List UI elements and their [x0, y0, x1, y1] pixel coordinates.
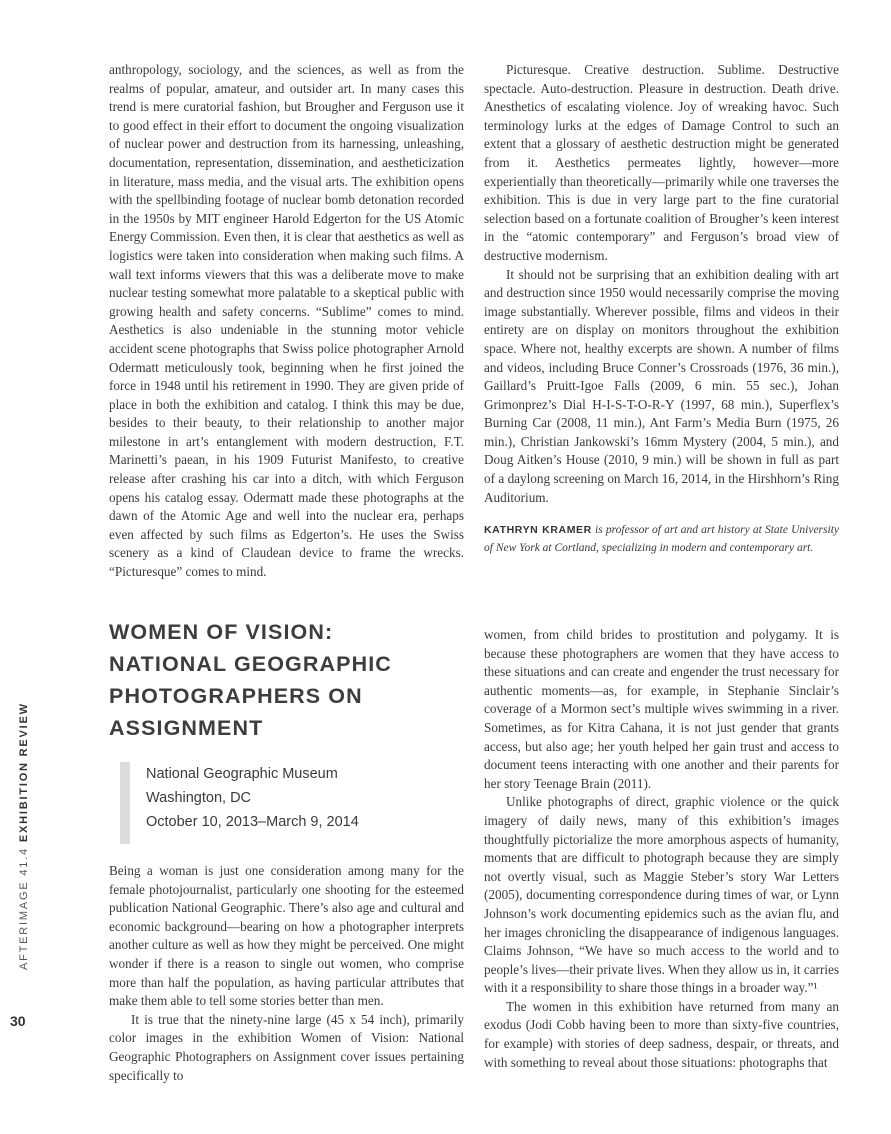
- paragraph: Unlike photographs of direct, graphic violence or the quick imagery of daily news, many of this exhibition’s images thoughtfully pictorialize the more amorphous aspects of humanity, moments that are difficult to photograph because they are simply not overtly visual, such as Maggie Steber’s story War Letters (2005), documenting correspondence during times of war, or Lynn Johnson’s work documenting epidemics such as the avian flu, and her images chronicling the disappearance of indigenous languages. Claims Johnson, “We have so much access to the world and to people’s lives—their private lives. When they allow us in, it carries with it a responsibility to share those things in a broader way.”¹: [484, 794, 839, 996]
- top-article-left-column: [109, 61, 464, 582]
- paragraph: anthropology, sociology, and the sciences, as well as from the realms of popular, amateur, and outsider art. In many cases this trend is mere curatorial fashion, but Brougher and Ferguson use it to good effect in their effort to document the ongoing visualization of nuclear power and destruction from its harnessing, unleashing, documentation, representation, dissemination, and aestheticization in literature, mass media, and the visual arts. The exhibition opens with the spellbinding footage of nuclear bomb detonation recorded in the 1950s by MIT engineer Harold Edgerton for the US Atomic Energy Commission. Even then, it is clear that aesthetics as well as logistics were taken into consideration when making such films. A wall text informs viewers that this was a deliberate move to make nuclear testing somewhat more palatable to a skeptical public with growing health and safety concerns. “Sublime” comes to mind. Aesthetics is also undeniable in the stunning motor vehicle accident scene photographs that Swiss police photographer Arnold Odermatt meticulously took, beginning when he first joined the force in 1948 until his retirement in 1990. They are given pride of place in both the exhibition and catalog. I think this may be due, besides to their beauty, to their relationship to another major milestone in art’s entanglement with modern destruction, F.T. Marinetti’s paean, in his 1909 Futurist Manifesto, to creative release after crashing his car into a ditch, with which Ferguson opens his catalog essay. Odermatt made these photographs at the dawn of the Atomic Age and well into the nuclear era, perhaps even affected by such films as Edgerton’s. He uses the Swiss scenery as a kind of Claudean device to frame the wrecks. “Picturesque” comes to mind.: [109, 62, 464, 580]
- paragraph: It is true that the ninety-nine large (45 x 54 inch), primarily color images in the exhibition Women of Vision: National Geographic Photographers on Assignment cover issues pertaining specifically to: [109, 1011, 464, 1083]
- author-bio: [484, 521, 839, 557]
- paragraph: women, from child brides to prostitution and polygamy. It is because these photographers are women that they have access to these situations and can create and engender the trust necessary for authentic moments—as, for example, in Stephanie Sinclair’s coverage of a Mormon sect’s multiple wives swimming in a river. Sometimes, as for Kitra Cahana, it is not just gender that grants access, but also age; her youth helped her gain trust and access to document teens interacting with one another and their parents for her story Teenage Brain (2011).: [484, 627, 839, 791]
- exhibition-dates: October 10, 2013–March 9, 2014: [146, 814, 359, 830]
- headline-line: PHOTOGRAPHERS ON: [109, 684, 363, 708]
- bottom-article-right-column: [484, 626, 839, 1072]
- exhibition-info: [120, 762, 359, 844]
- section-title: EXHIBITION REVIEW: [18, 702, 30, 843]
- headline-line: WOMEN OF VISION:: [109, 620, 334, 644]
- paragraph: It should not be surprising that an exhibition dealing with art and destruction since 1950 would necessarily comprise the moving image substantially. Wherever possible, films and videos in their entirety are on display on monitors throughout the exhibition space. Where not, healthy excerpts are shown. A number of films and videos, including Bruce Conner’s Crossroads (1976, 36 min.), Gaillard’s Pruitt-Igoe Falls (2009, 6 min. 55 sec.), Johan Grimonprez’s Dial H-I-S-T-O-R-Y (1997, 68 min.), Superflex’s Burning Car (2008, 11 min.), Ant Farm’s Media Burn (1975, 26 min.), Christian Jankowski’s 16mm Mystery (2004, 5 min.), and Doug Aitken’s House (2010, 9 min.) will be shown in full as part of a daylong screening on March 16, 2014, in the Hirshhorn’s Ring Auditorium.: [484, 266, 839, 505]
- headline-line: ASSIGNMENT: [109, 716, 264, 740]
- headline-line: NATIONAL GEOGRAPHIC: [109, 652, 392, 676]
- page-number: 30: [10, 1013, 26, 1029]
- running-head: [18, 702, 30, 970]
- author-name: KATHRYN KRAMER: [484, 524, 592, 537]
- top-article-right-column: [484, 61, 839, 557]
- paragraph: Being a woman is just one consideration among many for the female photojournalist, particularly one shooting for the esteemed publication National Geographic. There’s also age and cultural and economic background—bearing on how a photographer interprets another culture as well as how they might be perceived. One might wonder if there is a reason to single out women, who comprise more than half the population, as having particular attributes that make them able to tell some stories better than men.: [109, 863, 464, 1009]
- venue-name: National Geographic Museum: [146, 766, 338, 782]
- paragraph: The women in this exhibition have returned from many an exodus (Jodi Cobb having been to more than sixty-five countries, for example) with stories of deep sadness, despair, or threats, and with something to reveal about those situations: photographs that: [484, 998, 839, 1070]
- bottom-article-left-column: [109, 862, 464, 1085]
- author-description: is professor of art and art history at State University of New York at Cortland, specializing in modern and contemporary art.: [484, 524, 840, 555]
- venue-city: Washington, DC: [146, 790, 252, 806]
- journal-issue: AFTERIMAGE 41.4: [18, 847, 30, 970]
- paragraph: Picturesque. Creative destruction. Sublime. Destructive spectacle. Auto-destruction. Pleasure in destruction. Death drive. Anesthetics of escalating violence. Joy of wreaking havoc. Such terminology lurks at the edges of Damage Control to such an extent that a glossary of aesthetic destruction might be generated from it. Aesthetics permeates lightly, however—more experientially than theoretically—primarily while one traverses the exhibition. This is due in very large part to the fine curatorial selection based on a fortunate coalition of Brougher’s keen interest in the “atomic contemporary” and Ferguson’s broad view of destructive modernism.: [484, 62, 839, 263]
- article-headline: [109, 616, 469, 744]
